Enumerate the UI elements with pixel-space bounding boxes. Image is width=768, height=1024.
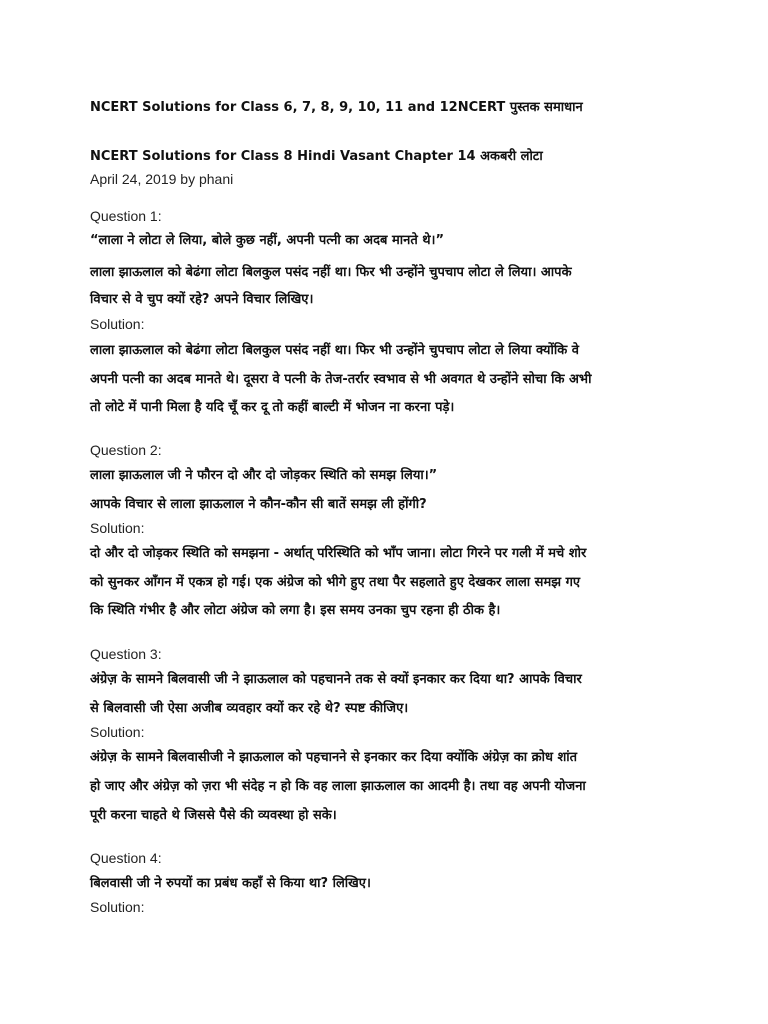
solution-text-line: लाला झाऊलाल को बेढंगा लोटा बिलकुल पसंद नहीं था। फिर भी उन्होंने चुपचाप लोटा ले लिया क्योंकि वे xyxy=(90,343,579,358)
solution-text-line: तो लोटे में पानी मिला है यदि चूँ कर दू तो कहीं बाल्टी में भोजन ना करना पड़े। xyxy=(90,400,455,415)
solution-text-line: को सुनकर आँगन में एकत्र हो गई। एक अंग्रेज को भीगे हुए तथा पैर सहलाते हुए देखकर लाला समझ गए xyxy=(90,575,581,590)
solution-label: Solution: xyxy=(90,899,145,915)
question-text-line: लाला झाऊलाल को बेढंगा लोटा बिलकुल पसंद नहीं था। फिर भी उन्होंने चुपचाप लोटा ले लिया। आपके xyxy=(90,265,572,280)
solution-text-line: दो और दो जोड़कर स्थिति को समझना - अर्थात् परिस्थिति को भाँप जाना। लोटा गिरने पर गली में मचे शोर xyxy=(90,546,587,561)
question-label: Question 4: xyxy=(90,850,162,866)
question-text-line: से बिलवासी जी ऐसा अजीब व्यवहार क्यों कर रहे थे? स्पष्ट कीजिए। xyxy=(90,701,409,716)
question-label: Question 3: xyxy=(90,646,162,662)
question-text-line: विचार से वे चुप क्यों रहे? अपने विचार लिखिए। xyxy=(90,292,314,307)
question-text-line: लाला झाऊलाल जी ने फौरन दो और दो जोड़कर स्थिति को समझ लिया।” xyxy=(90,468,438,483)
post-meta xyxy=(90,171,233,187)
solution-label: Solution: xyxy=(90,316,145,332)
question-label: Question 1: xyxy=(90,208,162,224)
question-text-line: बिलवासी जी ने रुपयों का प्रबंध कहाँ से किया था? लिखिए। xyxy=(90,876,371,891)
post-date: April 24, 2019 xyxy=(90,171,177,187)
solution-text-line: पूरी करना चाहते थे जिससे पैसे की व्यवस्था हो सके। xyxy=(90,808,337,823)
post-author: phani xyxy=(198,171,234,187)
question-text-line: अंग्रेज़ के सामने बिलवासी जी ने झाऊलाल को पहचानने तक से क्यों इनकार कर दिया था? आपके विचार xyxy=(90,672,582,687)
solution-text-line: कि स्थिति गंभीर है और लोटा अंग्रेज को लगा है। इस समय उनका चुप रहना ही ठीक है। xyxy=(90,603,501,618)
site-title: NCERT Solutions for Class 6, 7, 8, 9, 10, 11 and 12NCERT पुस्तक समाधान xyxy=(90,100,583,115)
article-title: NCERT Solutions for Class 8 Hindi Vasant Chapter 14 अकबरी लोटा xyxy=(90,149,543,164)
solution-label: Solution: xyxy=(90,520,145,536)
question-label: Question 2: xyxy=(90,442,162,458)
solution-text-line: अंग्रेज़ के सामने बिलवासीजी ने झाऊलाल को पहचानने से इनकार कर दिया क्योंकि अंग्रेज़ का क्रोध शांत xyxy=(90,750,578,765)
by-label: by xyxy=(180,171,196,187)
question-text-line: “लाला ने लोटा ले लिया, बोले कुछ नहीं, अपनी पत्नी का अदब मानते थे।” xyxy=(90,233,445,248)
solution-text-line: हो जाए और अंग्रेज़ को ज़रा भी संदेह न हो कि वह लाला झाऊलाल का आदमी है। तथा वह अपनी योजना xyxy=(90,779,586,794)
question-text-line: आपके विचार से लाला झाऊलाल ने कौन-कौन सी बातें समझ ली होंगी? xyxy=(90,497,427,512)
solution-label: Solution: xyxy=(90,724,145,740)
solution-text-line: अपनी पत्नी का अदब मानते थे। दूसरा वे पत्नी के तेज-तर्रार स्वभाव से भी अवगत थे उन्होंने सोचा कि अभी xyxy=(90,372,592,387)
